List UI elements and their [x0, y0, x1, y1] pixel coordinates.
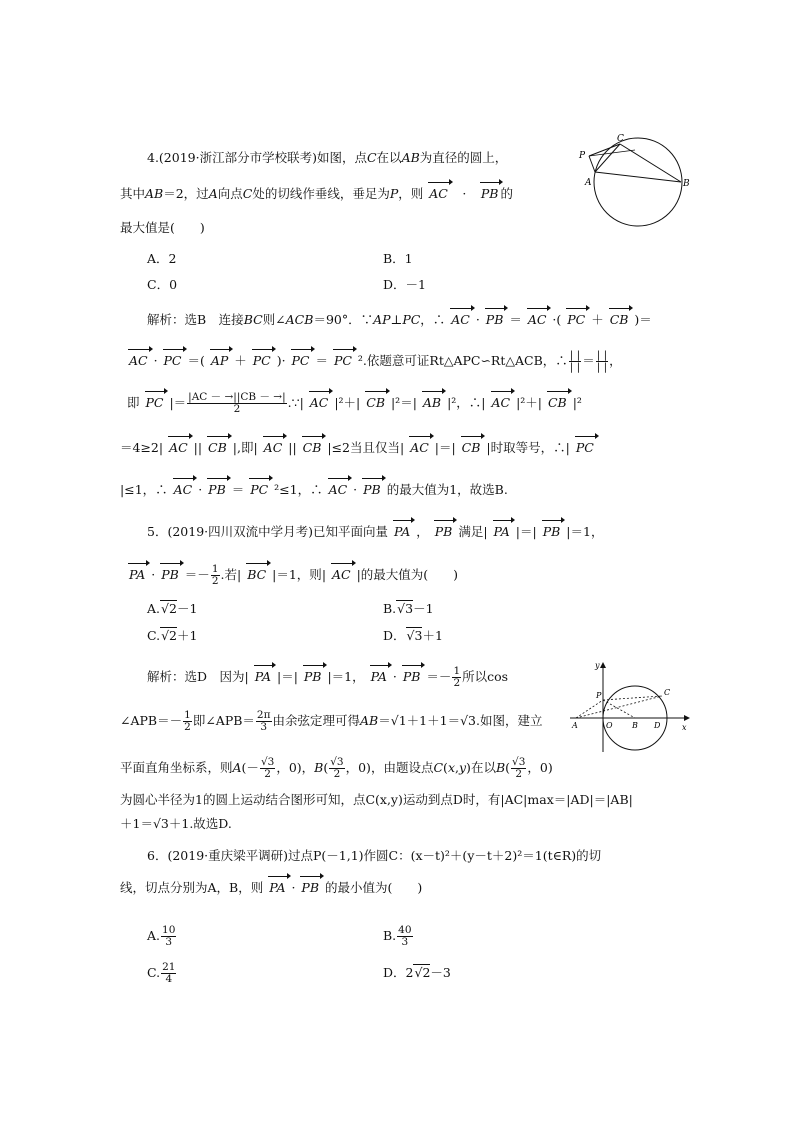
q6-option-c: C. $\frac{21}{4}$ — [147, 961, 176, 985]
vector-AP: AP — [210, 353, 229, 368]
q4-text: 时取等号，∴ — [490, 440, 566, 455]
vector-AC: AC — [328, 482, 348, 497]
q5-text: 满足 — [458, 524, 484, 539]
q5-solution-line5: ＋1＝√3＋1.故选D. — [120, 816, 232, 831]
fraction: $\frac{1}{2}$ — [184, 709, 191, 733]
vector-PB: PB — [480, 186, 499, 201]
q4-text: 解析：选B 连接 — [147, 312, 244, 327]
fig1-label-P: P — [579, 151, 586, 161]
vector-PC: PC — [575, 440, 594, 455]
q4-text: ∵ — [291, 395, 300, 410]
q4-option-a: A．2 — [147, 251, 177, 266]
q4-text: ＝2，过 — [163, 186, 209, 201]
q5-text: ＝√1＋1＋1＝√3.如图，建立 — [378, 713, 543, 728]
vector-PB: PB — [363, 482, 381, 497]
vector-AC: AC — [410, 440, 429, 455]
q4-solution-line2: AC · PC ＝( AP ＋ PC )· PC ＝ PC ².依题意可证Rt△APC∽Rt△ACB，∴ | | | | ＝ | | | | ， — [129, 349, 622, 373]
vector-PC: PC — [252, 353, 271, 368]
figure-circle-ab — [575, 130, 695, 230]
q4-line3: 最大值是( ) — [120, 220, 205, 235]
q4-option-b: B．1 — [383, 251, 413, 266]
q5-text: 由余弦定理可得 — [272, 713, 361, 728]
vector-PB: PB — [161, 567, 179, 582]
vector-CB: CB — [461, 440, 481, 455]
q5-solution-line4: 为圆心半径为1的圆上运动结合图形可知，点C(x,y)运动到点D时，有|AC|max＝|AD|＝|AB| — [120, 792, 633, 807]
fig1-label-B: B — [683, 179, 690, 189]
vector-PC: PC — [250, 482, 269, 497]
fig1-label-A: A — [585, 178, 592, 188]
q6-line2: 线，切点分别为A，B，则 PA · PB 的最小值为( ) — [120, 880, 423, 895]
q5-line2: PA · PB ＝－ $\frac{1}{2}$ .若| BC |＝1，则| AC |的最大值为( ) — [129, 563, 459, 587]
vector-PC: PC — [291, 353, 310, 368]
q4-text: 为直径的圆上， — [419, 150, 508, 165]
q5-text: ＝1，则 — [276, 567, 322, 582]
fig1-label-C: C — [617, 134, 624, 144]
q5-text: 的最大值为( ) — [360, 567, 459, 582]
q4-text: ＝90°．∵ — [313, 312, 374, 327]
vector-PA: PA — [254, 669, 272, 684]
fraction: $\frac{21}{4}$ — [162, 961, 176, 985]
q4-text: 处的切线作垂线，垂足为 — [252, 186, 390, 201]
fraction: $\frac{1}{2}$ — [211, 563, 219, 587]
q5-text: ＝1， — [570, 524, 604, 539]
q4-text: ，则 — [398, 186, 424, 201]
q6-text: 线，切点分别为A，B，则 — [120, 880, 264, 895]
vector-PB: PB — [301, 880, 320, 895]
vector-PB: PB — [485, 312, 504, 327]
vector-AC: AC — [129, 353, 148, 368]
q5-option-b: B.√3－1 — [383, 601, 434, 616]
q5-line1: 5．(2019·四川双流中学月考)已知平面向量 PA ， PB 满足| PA |＝| PB |＝1， — [147, 524, 604, 539]
vector-CB: CB — [208, 440, 227, 455]
fig2-label-x: x — [682, 723, 687, 732]
q4-text: ＝4≥2 — [120, 440, 159, 455]
q4-line2: 其中AB＝2，过A向点C处的切线作垂线，垂足为P，则 AC · PB 的 — [120, 186, 513, 201]
vector-AC: AC — [169, 440, 188, 455]
q4-text: 向点 — [217, 186, 243, 201]
vector-PA: PA — [393, 524, 411, 539]
q4-option-d: D．－1 — [383, 277, 426, 292]
fig2-label-C: C — [664, 688, 671, 697]
q6-option-d: D．2√2－3 — [383, 965, 451, 980]
q4-solution-line4: ＝4≥2| AC || CB |,即| AC || CB |≤2当且仅当| AC |＝| CB |时取等号，∴| PC — [120, 440, 594, 455]
q5-option-d: D．√3＋1 — [383, 628, 443, 643]
vector-PC: PC — [163, 353, 182, 368]
vector-PC: PC — [333, 353, 352, 368]
q5-option-a: A.√2－1 — [147, 601, 198, 616]
q4-text: 即 — [127, 395, 140, 410]
q4-line1: 4.(2019·浙江部分市学校联考)如图，点C在以AB为直径的圆上， — [147, 150, 508, 165]
fig2-label-P: P — [596, 691, 602, 700]
q5-text: 由题设点 — [383, 760, 434, 775]
fraction: $\frac{10}{3}$ — [162, 924, 176, 948]
vector-CB: CB — [547, 395, 567, 410]
fig2-label-D: D — [654, 721, 661, 730]
fraction: | | | | — [596, 349, 608, 373]
q4-text: 的最大值为1，故选B. — [386, 482, 508, 497]
q6-line1: 6．(2019·重庆梁平调研)过点P(－1,1)作圆C：(x－t)²＋(y－t＋2)²＝1(t∈R)的切 — [147, 848, 602, 863]
vector-PB: PB — [303, 669, 322, 684]
vector-CB: CB — [366, 395, 385, 410]
q4-text: 4.(2019·浙江部分市学校联考)如图，点 — [147, 150, 367, 165]
q5-text: 平面直角坐标系，则 — [120, 760, 233, 775]
q6-option-b: B. $\frac{40}{3}$ — [383, 924, 412, 948]
vector-PB: PB — [208, 482, 226, 497]
q5-solution-line2: ∠APB＝－ $\frac{1}{2}$ 即∠APB＝ $\frac{2\pi}{3}$ 由余弦定理可得AB＝√1＋1＋1＝√3.如图，建立 — [120, 709, 543, 733]
fraction: $\frac{1}{2}$ — [453, 665, 461, 689]
vector-AC: AC — [173, 482, 193, 497]
q5-solution-line3: 平面直角坐标系，则A(－ $\frac{√3}{2}$ ，0)，B( $\frac{√3}{2}$ ，0)，由题设点C(x,y)在以B( $\frac{√3}{2}$ ，0) — [120, 756, 553, 780]
q4-text: 即 — [240, 440, 254, 455]
vector-AC: AC — [309, 395, 329, 410]
fig2-label-B: B — [632, 721, 638, 730]
figure-coordinate-circle — [566, 660, 691, 755]
fig2-label-A: A — [572, 721, 578, 730]
vector-AC: AC — [527, 312, 547, 327]
vector-PA: PA — [269, 880, 286, 895]
q4-option-c: C．0 — [147, 277, 178, 292]
vector-BC: BC — [247, 567, 267, 582]
q4-text: 依题意可证Rt△APC∽Rt△ACB， — [366, 353, 556, 368]
vector-AC: AC — [332, 567, 351, 582]
q5-text: 5．(2019·四川双流中学月考)已知平面向量 — [147, 524, 388, 539]
q5-option-c: C.√2＋1 — [147, 628, 198, 643]
q4-text: ≤1，∴ — [279, 482, 323, 497]
vector-CB: CB — [609, 312, 629, 327]
q4-solution-line1: 解析：选B 连接BC则∠ACB＝90°．∵AP⊥PC，∴ AC · PB ＝ AC ·( PC ＋ CB )＝ — [147, 312, 652, 327]
q5-text: 若 — [224, 567, 237, 582]
fraction: $\frac{|AC - \to||CB - \to|}{2}$ — [188, 391, 286, 415]
vector-PA: PA — [370, 669, 387, 684]
fraction: $\frac{√3}{2}$ — [260, 756, 275, 780]
q5-text: 在以 — [470, 760, 496, 775]
q4-text: ⊥ — [390, 312, 403, 327]
q5-text: 所以cos — [462, 669, 509, 684]
q4-text: 则∠ — [262, 312, 286, 327]
vector-PB: PB — [402, 669, 421, 684]
fig2-label-O: O — [606, 721, 613, 730]
q5-solution-line1: 解析：选D 因为| PA |＝| PB |＝1， PA · PB ＝－ $\frac{1}{2}$ 所以cos — [147, 665, 509, 689]
q6-option-a: A. $\frac{10}{3}$ — [147, 924, 176, 948]
fraction: $\frac{√3}{2}$ — [330, 756, 344, 780]
q4-text: 在以 — [376, 150, 402, 165]
q4-solution-line3: 即 PC |＝ $\frac{|AC - \to||CB - \to|}{2}$ .∵| AC |²＋| CB |²＝| AB |²，∴| AC |²＋| CB |² — [127, 391, 582, 415]
vector-PA: PA — [129, 567, 146, 582]
q4-text: ≤1，∴ — [124, 482, 168, 497]
q4-text: ≤2当且仅当 — [331, 440, 401, 455]
fraction: $\frac{√3}{2}$ — [512, 756, 526, 780]
fraction: | | | | — [569, 349, 581, 373]
vector-PB: PB — [434, 524, 453, 539]
q6-text: 的最小值为( ) — [325, 880, 423, 895]
fig2-label-y: y — [595, 661, 600, 670]
vector-AB: AB — [422, 395, 442, 410]
q5-text: 即∠APB＝ — [192, 713, 255, 728]
vector-AC: AC — [429, 186, 448, 201]
vector-PC: PC — [145, 395, 164, 410]
fraction: $\frac{40}{3}$ — [398, 924, 412, 948]
fraction: $\frac{2\pi}{3}$ — [256, 709, 271, 733]
vector-PA: PA — [493, 524, 510, 539]
vector-AC: AC — [263, 440, 283, 455]
vector-AC: AC — [451, 312, 470, 327]
q4-text: 的 — [500, 186, 513, 201]
q5-text: ∠APB＝ — [120, 713, 170, 728]
q4-text: 其中 — [120, 186, 146, 201]
vector-CB: CB — [302, 440, 322, 455]
q4-solution-line5: |≤1，∴ AC · PB ＝ PC ²≤1，∴ AC · PB 的最大值为1，故选B. — [120, 482, 508, 497]
vector-PC: PC — [567, 312, 586, 327]
vector-AC: AC — [491, 395, 511, 410]
vector-PB: PB — [542, 524, 561, 539]
q5-text: 解析：选D 因为 — [147, 669, 245, 684]
